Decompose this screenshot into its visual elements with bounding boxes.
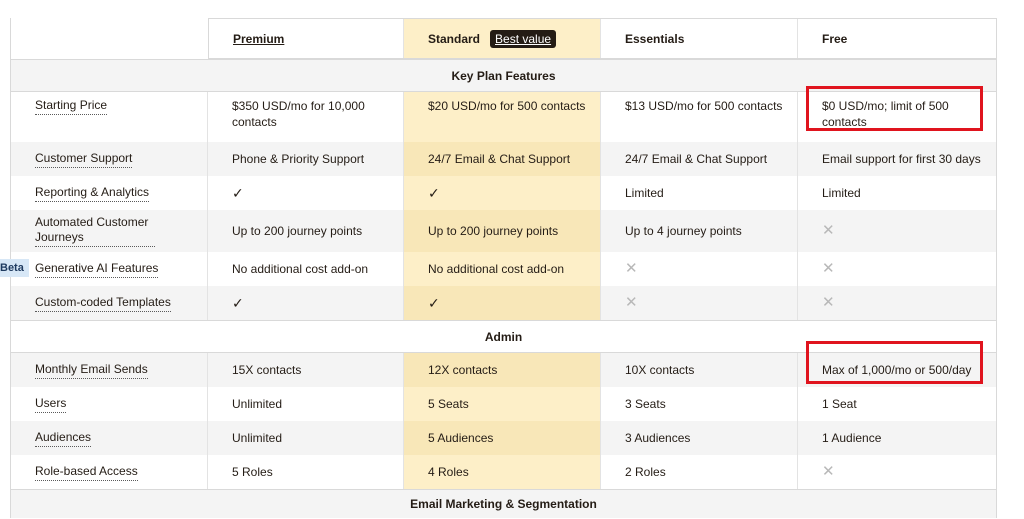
row-users [11, 387, 996, 421]
best-value-badge[interactable]: Best value [490, 30, 556, 48]
feature-label-cell [11, 176, 208, 210]
free-value: Max of 1,000/mo or 500/day [798, 353, 996, 387]
section-admin: Admin [11, 320, 996, 353]
standard-value: 24/7 Email & Chat Support [404, 142, 601, 176]
feature-starting-price[interactable]: Starting Price [35, 98, 107, 115]
feature-generative-ai[interactable]: Generative AI Features [35, 261, 158, 278]
standard-value: 5 Seats [404, 387, 601, 421]
beta-badge: Beta [0, 259, 29, 277]
premium-value: Unlimited [208, 421, 404, 455]
row-automated-journeys [11, 210, 996, 252]
row-custom-templates [11, 286, 996, 320]
free-cross-icon: ✕ [798, 210, 996, 252]
feature-label-cell [11, 286, 208, 320]
essentials-value: $13 USD/mo for 500 contacts [601, 92, 798, 142]
essentials-value: 3 Seats [601, 387, 798, 421]
feature-label-cell [11, 455, 208, 489]
essentials-value: 10X contacts [601, 353, 798, 387]
essentials-value: Up to 4 journey points [601, 210, 798, 252]
feature-audiences[interactable]: Audiences [35, 430, 91, 447]
feature-users[interactable]: Users [35, 396, 66, 413]
feature-custom-templates[interactable]: Custom-coded Templates [35, 295, 171, 312]
free-value: Email support for first 30 days [798, 142, 996, 176]
feature-reporting-analytics[interactable]: Reporting & Analytics [35, 185, 149, 202]
standard-value: 5 Audiences [404, 421, 601, 455]
row-generative-ai [0, 252, 996, 286]
premium-value: $350 USD/mo for 10,000 contacts [208, 92, 404, 142]
premium-check-icon: ✓ [208, 286, 404, 320]
row-customer-support [11, 142, 996, 176]
row-reporting-analytics [11, 176, 996, 210]
plan-essentials-header [601, 19, 798, 58]
standard-value: 4 Roles [404, 455, 601, 489]
row-audiences [11, 421, 996, 455]
feature-label-cell [11, 252, 208, 286]
feature-label-cell [11, 210, 208, 252]
essentials-value: 24/7 Email & Chat Support [601, 142, 798, 176]
feature-customer-support[interactable]: Customer Support [35, 151, 132, 168]
essentials-value: 3 Audiences [601, 421, 798, 455]
essentials-cross-icon: ✕ [601, 252, 798, 286]
plan-standard-header [404, 19, 601, 58]
row-role-based-access [11, 455, 996, 489]
standard-check-icon: ✓ [404, 176, 601, 210]
highlight-free-price-box [806, 86, 983, 131]
feature-monthly-email-sends[interactable]: Monthly Email Sends [35, 362, 148, 379]
premium-value: Unlimited [208, 387, 404, 421]
premium-value: Up to 200 journey points [208, 210, 404, 252]
feature-role-based-access[interactable]: Role-based Access [35, 464, 138, 481]
free-cross-icon: ✕ [798, 286, 996, 320]
premium-check-icon: ✓ [208, 176, 404, 210]
feature-automated-journeys[interactable]: Automated Customer Journeys [35, 215, 155, 247]
free-cross-icon: ✕ [822, 463, 835, 480]
feature-label-cell [11, 353, 208, 387]
plan-free-header [798, 19, 996, 58]
essentials-value: Limited [601, 176, 798, 210]
standard-value: Up to 200 journey points [404, 210, 601, 252]
plan-standard-label: Standard [428, 31, 481, 46]
plan-premium-link[interactable]: Premium [233, 31, 285, 46]
essentials-cross-icon: ✕ [601, 286, 798, 320]
free-value: 1 Seat [822, 397, 857, 411]
plan-premium-header[interactable] [208, 19, 404, 58]
essentials-value: 2 Roles [601, 455, 798, 489]
free-cross-icon: ✕ [822, 260, 835, 277]
premium-value: Phone & Priority Support [208, 142, 404, 176]
premium-value: 15X contacts [208, 353, 404, 387]
standard-value: 12X contacts [404, 353, 601, 387]
free-value: 1 Audience [798, 421, 996, 455]
feature-label-cell [11, 92, 208, 142]
feature-label-cell [11, 387, 208, 421]
standard-value: No additional cost add-on [404, 252, 601, 286]
standard-value: $20 USD/mo for 500 contacts [404, 92, 601, 142]
standard-check-icon: ✓ [404, 286, 601, 320]
feature-label-cell [11, 142, 208, 176]
plan-header-row [208, 18, 996, 59]
highlight-free-email-sends-box [806, 341, 983, 384]
section-key-plan-features: Key Plan Features [11, 59, 996, 92]
premium-value: 5 Roles [208, 455, 404, 489]
premium-value: No additional cost add-on [208, 252, 404, 286]
section-email-marketing: Email Marketing & Segmentation [11, 489, 996, 518]
free-value: $0 USD/mo; limit of 500 contacts [822, 99, 949, 129]
plan-essentials-label: Essentials [625, 31, 685, 46]
free-value: Limited [822, 186, 861, 200]
feature-label-cell [11, 421, 208, 455]
plan-free-label: Free [822, 31, 848, 46]
